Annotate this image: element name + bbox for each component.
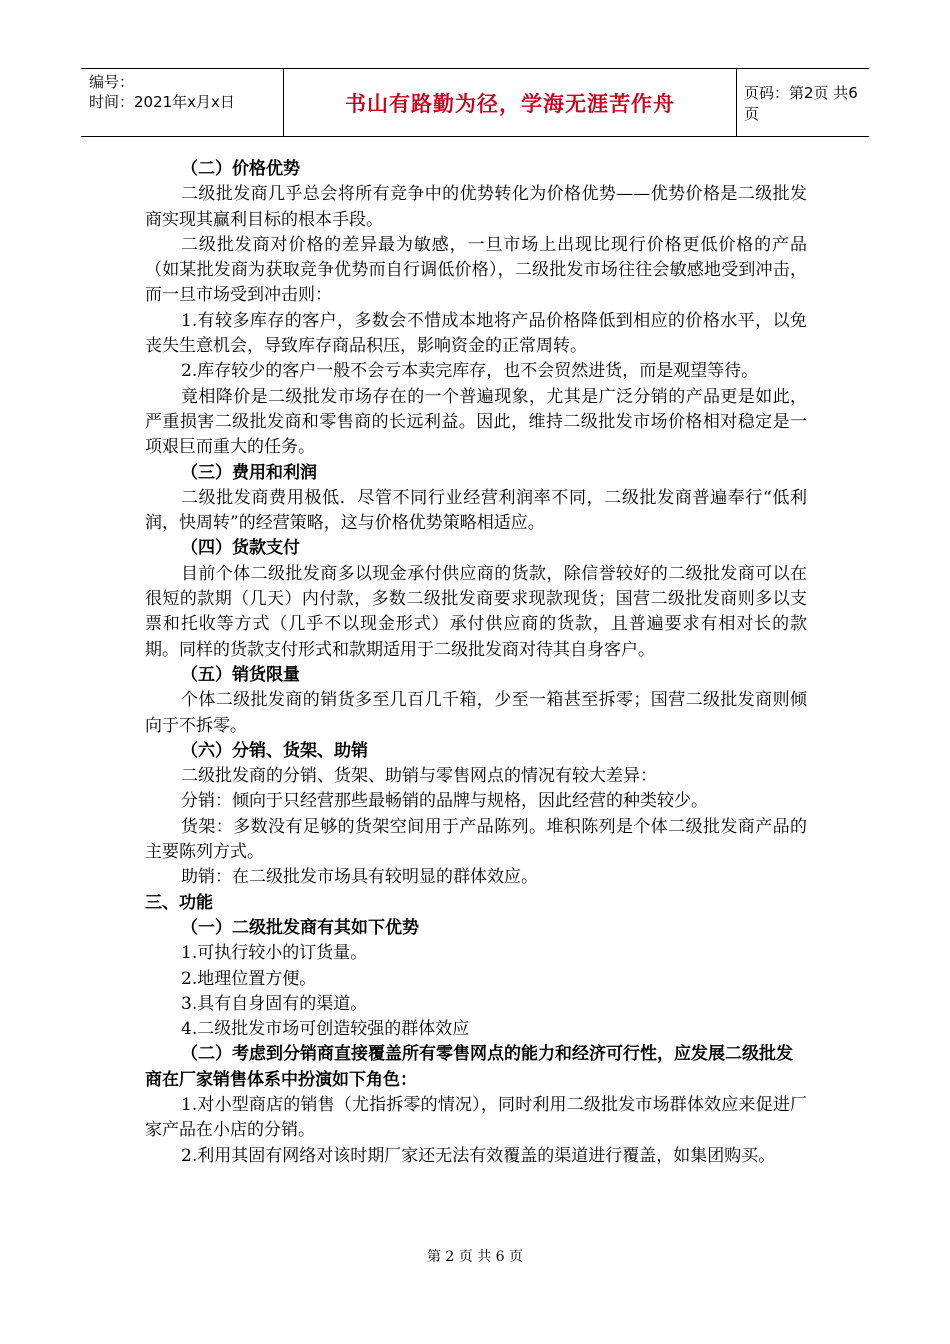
body-paragraph: 二级批发商费用极低．尽管不同行业经营利润率不同，二级批发商普遍奉行“低利润，快周转”的经营策略，这与价格优势策略相适应。: [145, 487, 807, 534]
body-paragraph: 2.利用其固有网络对该时期厂家还无法有效覆盖的渠道进行覆盖，如集团购买。: [181, 1145, 776, 1166]
document-body: [145, 157, 807, 1169]
body-paragraph: 1.对小型商店的销售（尤指拆零的情况），同时利用二级批发市场群体效应来促进厂家产品在小店的分销。: [145, 1094, 807, 1141]
section-heading: （二）价格优势: [181, 159, 300, 179]
body-paragraph: 二级批发商几乎总会将所有竞争中的优势转化为价格优势——优势价格是二级批发商实现其赢利目标的根本手段。: [145, 184, 807, 230]
page-header: [81, 68, 869, 137]
body-paragraph: 二级批发商的分销、货架、助销与零售网点的情况有较大差异：: [181, 766, 657, 787]
section-heading: （三）费用和利润: [181, 462, 317, 483]
body-paragraph: 目前个体二级批发商多以现金承付供应商的货款，除信誉较好的二级批发商可以在很短的款期（几天）内付款，多数二级批发商要求现款现货；国营二级批发商则多以支票和托收等方式（几乎不以现金形式）承付供应商的货款，且普遍要求有相对长的款期。同样的货款支付形式和款期适用于二级批发商对待其自身客户。: [145, 563, 807, 660]
page-footer: 第 2 页 共 6 页: [426, 1249, 524, 1265]
body-paragraph: 2.地理位置方便。: [181, 968, 317, 989]
header-motto: 书山有路勤为径，学海无涯苦作舟: [283, 69, 737, 136]
chapter-heading: 三、功能: [145, 892, 213, 913]
body-paragraph: 4.二级批发市场可创造较强的群体效应: [181, 1019, 470, 1040]
body-paragraph: 助销：在二级批发市场具有较明显的群体效应。: [181, 867, 538, 888]
section-heading: （二）考虑到分销商直接覆盖所有零售网点的能力和经济可行性，应发展二级批发商在厂家销售体系中扮演如下角色：: [145, 1044, 793, 1090]
section-heading: （一）二级批发商有其如下优势: [181, 917, 419, 938]
section-heading: （六）分销、货架、助销: [181, 740, 368, 761]
body-paragraph: 2.库存较少的客户一般不会亏本卖完库存，也不会贸然进货，而是观望等待。: [181, 361, 759, 382]
body-paragraph: 二级批发商对价格的差异最为敏感，一旦市场上出现比现行价格更低价格的产品（如某批发商为获取竞争优势而自行调低价格），二级批发市场往往会敏感地受到冲击，而一旦市场受到冲击则：: [145, 234, 807, 306]
body-paragraph: 分销：倾向于只经营那些最畅销的品牌与规格，因此经营的种类较少。: [181, 791, 708, 812]
body-paragraph: 个体二级批发商的销货多至几百几千箱，少至一箱甚至拆零；国营二级批发商则倾向于不拆零。: [145, 690, 807, 736]
section-heading: （五）销货限量: [181, 664, 300, 685]
body-paragraph: 竟相降价是二级批发市场存在的一个普遍现象，尤其是广泛分销的产品更是如此，严重损害二级批发商和零售商的长远利益。因此，维持二级批发市场价格相对稳定是一项艰巨而重大的任务。: [145, 386, 807, 458]
body-paragraph: 1.可执行较小的订货量。: [181, 943, 368, 964]
body-paragraph: 1.有较多库存的客户，多数会不惜成本地将产品价格降低到相应的价格水平，以免丧失生意机会，导致库存商品积压，影响资金的正常周转。: [145, 310, 807, 357]
body-paragraph: 货架：多数没有足够的货架空间用于产品陈列。堆积陈列是个体二级批发商产品的主要陈列方式。: [145, 816, 807, 863]
document-number-label: 编号：: [89, 73, 135, 91]
section-heading: （四）货款支付: [181, 538, 300, 559]
header-page-number: 页码：第2页 共6页: [744, 83, 858, 123]
document-date: 时间：2021年x月x日: [89, 93, 235, 111]
header-meta: [81, 69, 283, 136]
body-paragraph: 3.具有自身固有的渠道。: [181, 993, 368, 1014]
